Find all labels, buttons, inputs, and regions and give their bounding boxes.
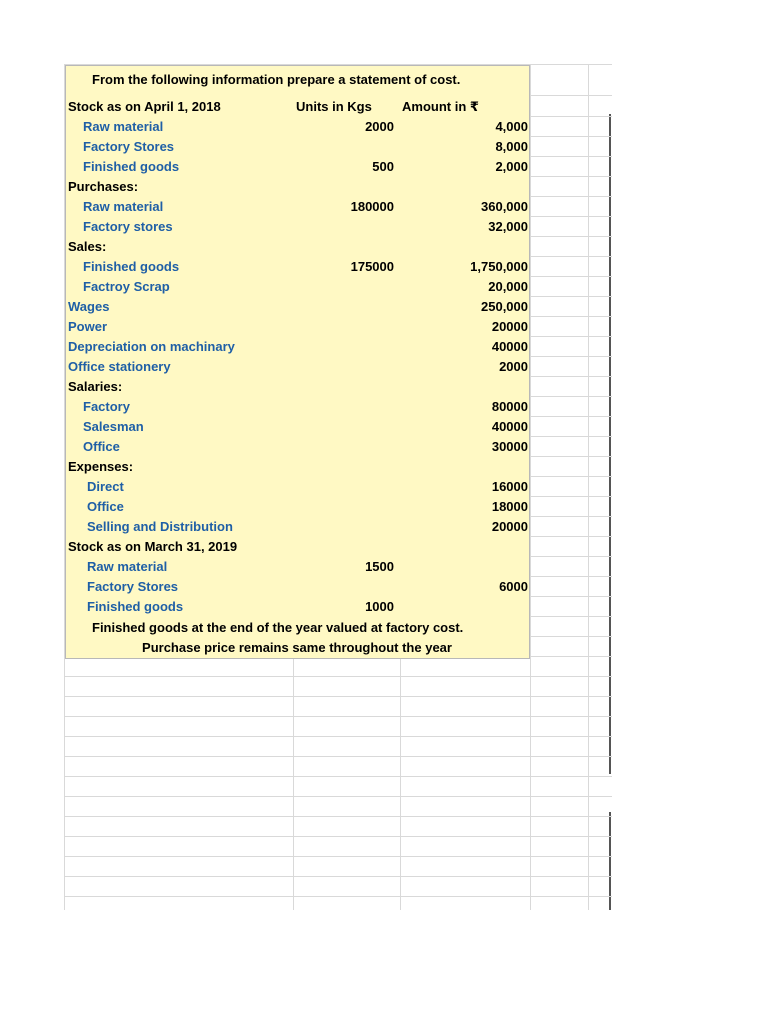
row-units: 500 — [372, 159, 394, 174]
table-row — [64, 377, 530, 397]
grid-line — [64, 716, 612, 717]
table-row — [64, 457, 530, 477]
row-label: Selling and Distribution — [87, 519, 233, 534]
grid-line — [64, 896, 612, 897]
amount-header: Amount in ₹ — [402, 99, 479, 114]
page-break-line — [609, 114, 611, 774]
section-label: Purchases: — [68, 179, 139, 194]
row-amount: 20,000 — [488, 279, 528, 294]
table-row — [64, 517, 530, 537]
row-units: 2000 — [365, 119, 394, 134]
row-amount: 18000 — [491, 499, 528, 514]
table-row — [64, 277, 530, 297]
table-row — [64, 477, 530, 497]
row-label: Salesman — [83, 419, 144, 434]
section-label: Salaries: — [68, 379, 123, 394]
row-label: Finished goods — [83, 159, 180, 174]
table-row — [64, 137, 530, 157]
header-row — [64, 97, 530, 117]
row-units: 180000 — [350, 199, 394, 214]
row-label: Office — [87, 499, 124, 514]
row-amount: 16000 — [491, 479, 528, 494]
grid-line — [530, 64, 531, 910]
row-amount: 20000 — [491, 319, 528, 334]
row-amount: 30000 — [491, 439, 528, 454]
row-label: Depreciation on machinary — [68, 339, 235, 354]
row-amount: 80000 — [491, 399, 528, 414]
table-row — [64, 397, 530, 417]
table-row — [64, 297, 530, 317]
row-amount: 2000 — [499, 359, 528, 374]
row-label: Finished goods — [83, 259, 180, 274]
table-row — [64, 237, 530, 257]
section-label: Sales: — [68, 239, 107, 254]
table-row — [64, 317, 530, 337]
row-amount: 20000 — [491, 519, 528, 534]
row-label: Factory Stores — [87, 579, 179, 594]
units-header: Units in Kgs — [296, 99, 372, 114]
grid-line — [64, 836, 612, 837]
row-label: Factory — [83, 399, 130, 414]
table-row — [64, 197, 530, 217]
grid-line — [64, 876, 612, 877]
table-row — [64, 177, 530, 197]
table-row — [64, 157, 530, 177]
row-units: 175000 — [350, 259, 394, 274]
row-label: Factory stores — [83, 219, 173, 234]
grid-line — [588, 64, 589, 910]
note-text: Finished goods at the end of the year valued at factory cost. — [92, 620, 464, 635]
row-label: Wages — [68, 299, 110, 314]
table-row — [64, 337, 530, 357]
row-label: Office — [83, 439, 120, 454]
row-amount: 6000 — [499, 579, 528, 594]
section-label: Expenses: — [68, 459, 134, 474]
row-amount: 40000 — [491, 419, 528, 434]
row-amount: 32,000 — [488, 219, 528, 234]
note-row — [64, 638, 530, 658]
table-row — [64, 117, 530, 137]
row-amount: 8,000 — [495, 139, 528, 154]
table-row — [64, 537, 530, 557]
table-row — [64, 417, 530, 437]
title-row — [64, 70, 530, 90]
row-amount: 4,000 — [495, 119, 528, 134]
table-row — [64, 257, 530, 277]
row-label: Office stationery — [68, 359, 171, 374]
spreadsheet — [64, 64, 612, 910]
row-units — [294, 137, 394, 157]
row-units: 1500 — [365, 559, 394, 574]
row-label: Raw material — [83, 199, 164, 214]
note-row — [64, 618, 530, 638]
row-label: Direct — [87, 479, 124, 494]
table-row — [64, 557, 530, 577]
row-label: Power — [68, 319, 108, 334]
table-row — [64, 597, 530, 617]
row-units: 1000 — [365, 599, 394, 614]
row-label: Factroy Scrap — [83, 279, 170, 294]
row-amount: 360,000 — [481, 199, 528, 214]
grid-line — [64, 736, 612, 737]
table-row — [64, 217, 530, 237]
row-amount: 40000 — [491, 339, 528, 354]
row-amount: 1,750,000 — [470, 259, 528, 274]
row-amount: 2,000 — [495, 159, 528, 174]
grid-line — [64, 796, 612, 797]
grid-line — [64, 856, 612, 857]
grid-line — [64, 776, 612, 777]
table-row — [64, 357, 530, 377]
table-row — [64, 497, 530, 517]
row-label: Raw material — [87, 559, 168, 574]
row-label: Factory Stores — [83, 139, 175, 154]
grid-line — [64, 696, 612, 697]
section-label: Stock as on March 31, 2019 — [68, 539, 238, 554]
table-row — [64, 577, 530, 597]
table-row — [64, 437, 530, 457]
header-label: Stock as on April 1, 2018 — [68, 99, 221, 114]
grid-line — [64, 676, 612, 677]
note-text: Purchase price remains same throughout the year — [142, 640, 452, 655]
sheet-title: From the following information prepare a statement of cost. — [92, 72, 461, 87]
grid-line — [64, 756, 612, 757]
grid-line — [64, 816, 612, 817]
row-amount: 250,000 — [481, 299, 528, 314]
row-label: Finished goods — [87, 599, 184, 614]
row-label: Raw material — [83, 119, 164, 134]
